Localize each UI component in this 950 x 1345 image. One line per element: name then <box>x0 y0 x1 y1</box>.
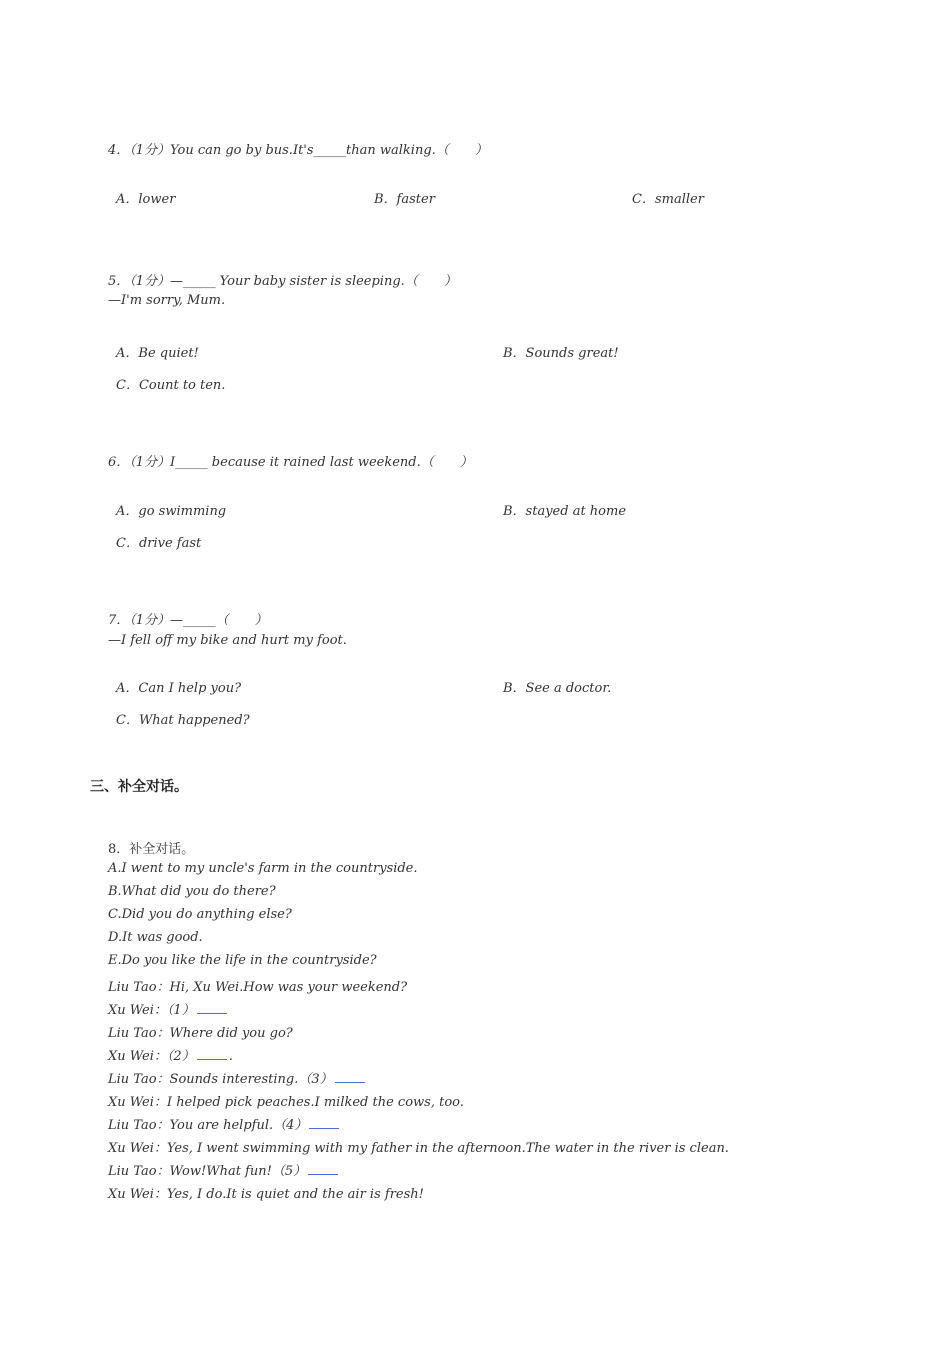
question-8-stem: 8．补全对话。 <box>108 842 195 857</box>
question-7-option-a: A．Can I help you? <box>116 681 242 696</box>
speaker-name: Liu Tao： <box>108 1026 170 1041</box>
choice-c: C.Did you do anything else? <box>108 907 292 922</box>
speaker-name: Xu Wei： <box>108 1141 167 1156</box>
dialogue-line <box>108 1068 367 1087</box>
dialogue-text: （1） <box>166 1003 195 1018</box>
dialogue-text: Sounds interesting.（3） <box>169 1072 333 1087</box>
choice-a: A.I went to my uncle's farm in the countryside. <box>108 861 418 876</box>
question-5-option-a: A．Be quiet! <box>116 346 199 361</box>
dialogue-line <box>108 999 229 1018</box>
question-5-stem: 5．（1分）—_____ Your baby sister is sleeping.（ ） <box>108 274 457 289</box>
dialogue-line <box>108 1022 293 1041</box>
answer-blank-4[interactable] <box>309 1116 339 1129</box>
speaker-name: Liu Tao： <box>108 1072 170 1087</box>
dialogue-line <box>108 1114 341 1133</box>
question-6-stem: 6．（1分）I_____ because it rained last weekend.（ ） <box>108 455 473 470</box>
choice-e: E.Do you like the life in the countryside? <box>108 953 377 968</box>
question-5-option-b: B．Sounds great! <box>503 346 619 361</box>
speaker-name: Liu Tao： <box>108 1164 170 1179</box>
speaker-name: Xu Wei： <box>108 1049 167 1064</box>
speaker-name: Liu Tao： <box>108 1118 170 1133</box>
dialogue-text: （2） <box>166 1049 195 1064</box>
dialogue-text: Yes, I do.It is quiet and the air is fresh! <box>166 1187 424 1202</box>
speaker-name: Xu Wei： <box>108 1095 167 1110</box>
dialogue-line <box>108 1137 729 1156</box>
dialogue-text: Wow!What fun!（5） <box>169 1164 307 1179</box>
question-4-option-a: A．lower <box>116 192 176 207</box>
dialogue-text: Hi, Xu Wei.How was your weekend? <box>169 980 408 995</box>
question-6-option-b: B．stayed at home <box>503 504 627 519</box>
dialogue-line <box>108 1160 340 1179</box>
question-5-option-c: C．Count to ten. <box>116 378 226 393</box>
question-4-stem: 4．（1分）You can go by bus.It's_____than walking.（ ） <box>108 143 488 158</box>
speaker-name: Liu Tao： <box>108 980 170 995</box>
question-6-option-a: A．go swimming <box>116 504 227 519</box>
dialogue-text: You are helpful.（4） <box>169 1118 308 1133</box>
dialogue-line <box>108 1045 233 1064</box>
dialogue-text: I helped pick peaches.I milked the cows, too. <box>166 1095 464 1110</box>
answer-blank-1[interactable] <box>197 1001 227 1014</box>
answer-blank-2[interactable] <box>197 1047 227 1060</box>
speaker-name: Xu Wei： <box>108 1187 167 1202</box>
answer-blank-5[interactable] <box>308 1162 338 1175</box>
question-4-option-c: C．smaller <box>632 192 704 207</box>
dialogue-text: Yes, I went swimming with my father in the afternoon.The water in the river is clean. <box>166 1141 729 1156</box>
question-7-option-b: B．See a doctor. <box>503 681 612 696</box>
question-7-response: —I fell off my bike and hurt my foot. <box>108 633 347 648</box>
choice-b: B.What did you do there? <box>108 884 276 899</box>
question-7-stem: 7．（1分）—_____（ ） <box>108 613 268 628</box>
choice-d: D.It was good. <box>108 930 203 945</box>
dialogue-line <box>108 1091 464 1110</box>
question-5-response: —I'm sorry, Mum. <box>108 293 226 308</box>
dialogue-text: Where did you go? <box>169 1026 293 1041</box>
dialogue-trailing: . <box>228 1049 233 1064</box>
question-6-option-c: C．drive fast <box>116 536 202 551</box>
section-3-title: 三、补全对话。 <box>90 779 188 795</box>
speaker-name: Xu Wei： <box>108 1003 167 1018</box>
dialogue-line <box>108 976 407 995</box>
answer-blank-3[interactable] <box>335 1070 365 1083</box>
dialogue-line <box>108 1183 424 1202</box>
question-4-option-b: B．faster <box>374 192 435 207</box>
question-7-option-c: C．What happened? <box>116 713 250 728</box>
